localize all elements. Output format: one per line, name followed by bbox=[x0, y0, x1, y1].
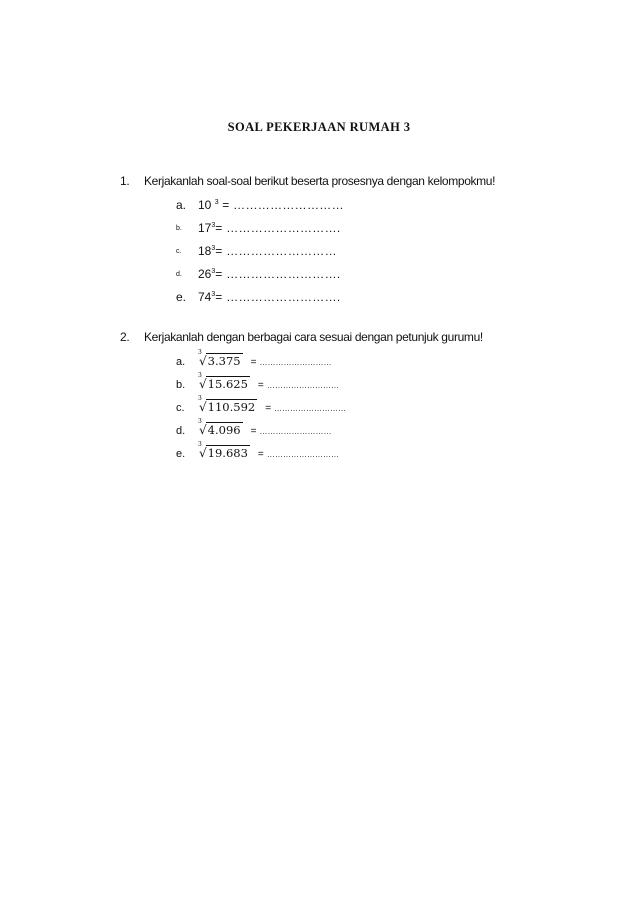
list-item bbox=[176, 372, 339, 391]
root-index: 3 bbox=[198, 441, 202, 448]
cube-root bbox=[198, 418, 243, 437]
item-label: a. bbox=[176, 356, 186, 368]
item-answer-blank: ……………………… bbox=[266, 450, 339, 459]
item-base: 10 bbox=[198, 198, 215, 212]
radicand: 3.375 bbox=[207, 354, 241, 368]
item-answer-blank: ……………………… bbox=[266, 381, 339, 390]
list-item bbox=[176, 349, 332, 368]
cube-root bbox=[198, 349, 243, 368]
item-label: a. bbox=[176, 198, 187, 212]
page-title: SOAL PEKERJAAN RUMAH 3 bbox=[227, 120, 411, 134]
item-base: 18 bbox=[198, 244, 212, 258]
item-answer-blank: = ……………………… bbox=[215, 244, 337, 258]
item-exponent: 3 bbox=[211, 291, 216, 298]
radical-sign-icon: √ bbox=[199, 354, 207, 368]
equals-sign: = bbox=[257, 380, 264, 391]
equals-sign: = bbox=[257, 449, 264, 460]
list-item bbox=[176, 395, 347, 414]
item-base: 74 bbox=[198, 290, 212, 304]
root-index: 3 bbox=[198, 372, 202, 379]
item-exponent: 3 bbox=[211, 222, 216, 229]
item-label: d. bbox=[176, 271, 182, 278]
cube-root bbox=[198, 395, 257, 414]
item-answer-blank: ……………………… bbox=[274, 404, 347, 413]
item-answer-blank: ……………………… bbox=[259, 427, 332, 436]
question-text: Kerjakanlah dengan berbagai cara sesuai dengan petunjuk gurumu! bbox=[144, 330, 483, 344]
list-item bbox=[176, 441, 339, 460]
item-base: 17 bbox=[198, 221, 212, 235]
item-answer-blank: ……………………… bbox=[259, 358, 332, 367]
item-label: e. bbox=[176, 290, 187, 304]
item-label: e. bbox=[176, 448, 186, 460]
item-exponent: 3 bbox=[214, 199, 219, 206]
list-item bbox=[176, 290, 341, 304]
item-label: b. bbox=[176, 225, 182, 232]
list-item bbox=[176, 418, 332, 437]
item-label: b. bbox=[176, 379, 186, 391]
list-item bbox=[176, 198, 344, 212]
equals-sign: = bbox=[250, 426, 257, 437]
item-exponent: 3 bbox=[211, 245, 216, 252]
item-answer-blank: = ………………………. bbox=[215, 290, 341, 304]
radical-sign-icon: √ bbox=[199, 400, 207, 414]
question-number: 1. bbox=[120, 174, 130, 188]
item-label: d. bbox=[176, 425, 186, 437]
radicand: 15.625 bbox=[207, 377, 248, 391]
root-index: 3 bbox=[198, 395, 202, 402]
radical-sign-icon: √ bbox=[199, 377, 207, 391]
root-index: 3 bbox=[198, 349, 202, 356]
question-2 bbox=[120, 330, 483, 344]
root-index: 3 bbox=[198, 418, 202, 425]
question-1 bbox=[120, 174, 495, 188]
item-label: c. bbox=[176, 248, 182, 255]
question-number: 2. bbox=[120, 330, 130, 344]
equals-sign: = bbox=[265, 403, 272, 414]
cube-root bbox=[198, 372, 250, 391]
item-label: c. bbox=[176, 402, 185, 414]
list-item bbox=[176, 244, 337, 258]
item-answer-blank: = ……………………… bbox=[218, 198, 344, 212]
cube-root bbox=[198, 441, 250, 460]
radical-sign-icon: √ bbox=[199, 446, 207, 460]
item-answer-blank: = ………………………. bbox=[215, 267, 341, 281]
radicand: 110.592 bbox=[207, 400, 256, 414]
radicand: 19.683 bbox=[207, 446, 248, 460]
radicand: 4.096 bbox=[207, 423, 241, 437]
item-exponent: 3 bbox=[211, 268, 216, 275]
item-answer-blank: = ………………………. bbox=[215, 221, 341, 235]
radical-sign-icon: √ bbox=[199, 423, 207, 437]
list-item bbox=[176, 267, 341, 281]
list-item bbox=[176, 221, 341, 235]
equals-sign: = bbox=[250, 357, 257, 368]
question-text: Kerjakanlah soal-soal berikut beserta prosesnya dengan kelompokmu! bbox=[144, 174, 496, 188]
item-base: 26 bbox=[198, 267, 212, 281]
